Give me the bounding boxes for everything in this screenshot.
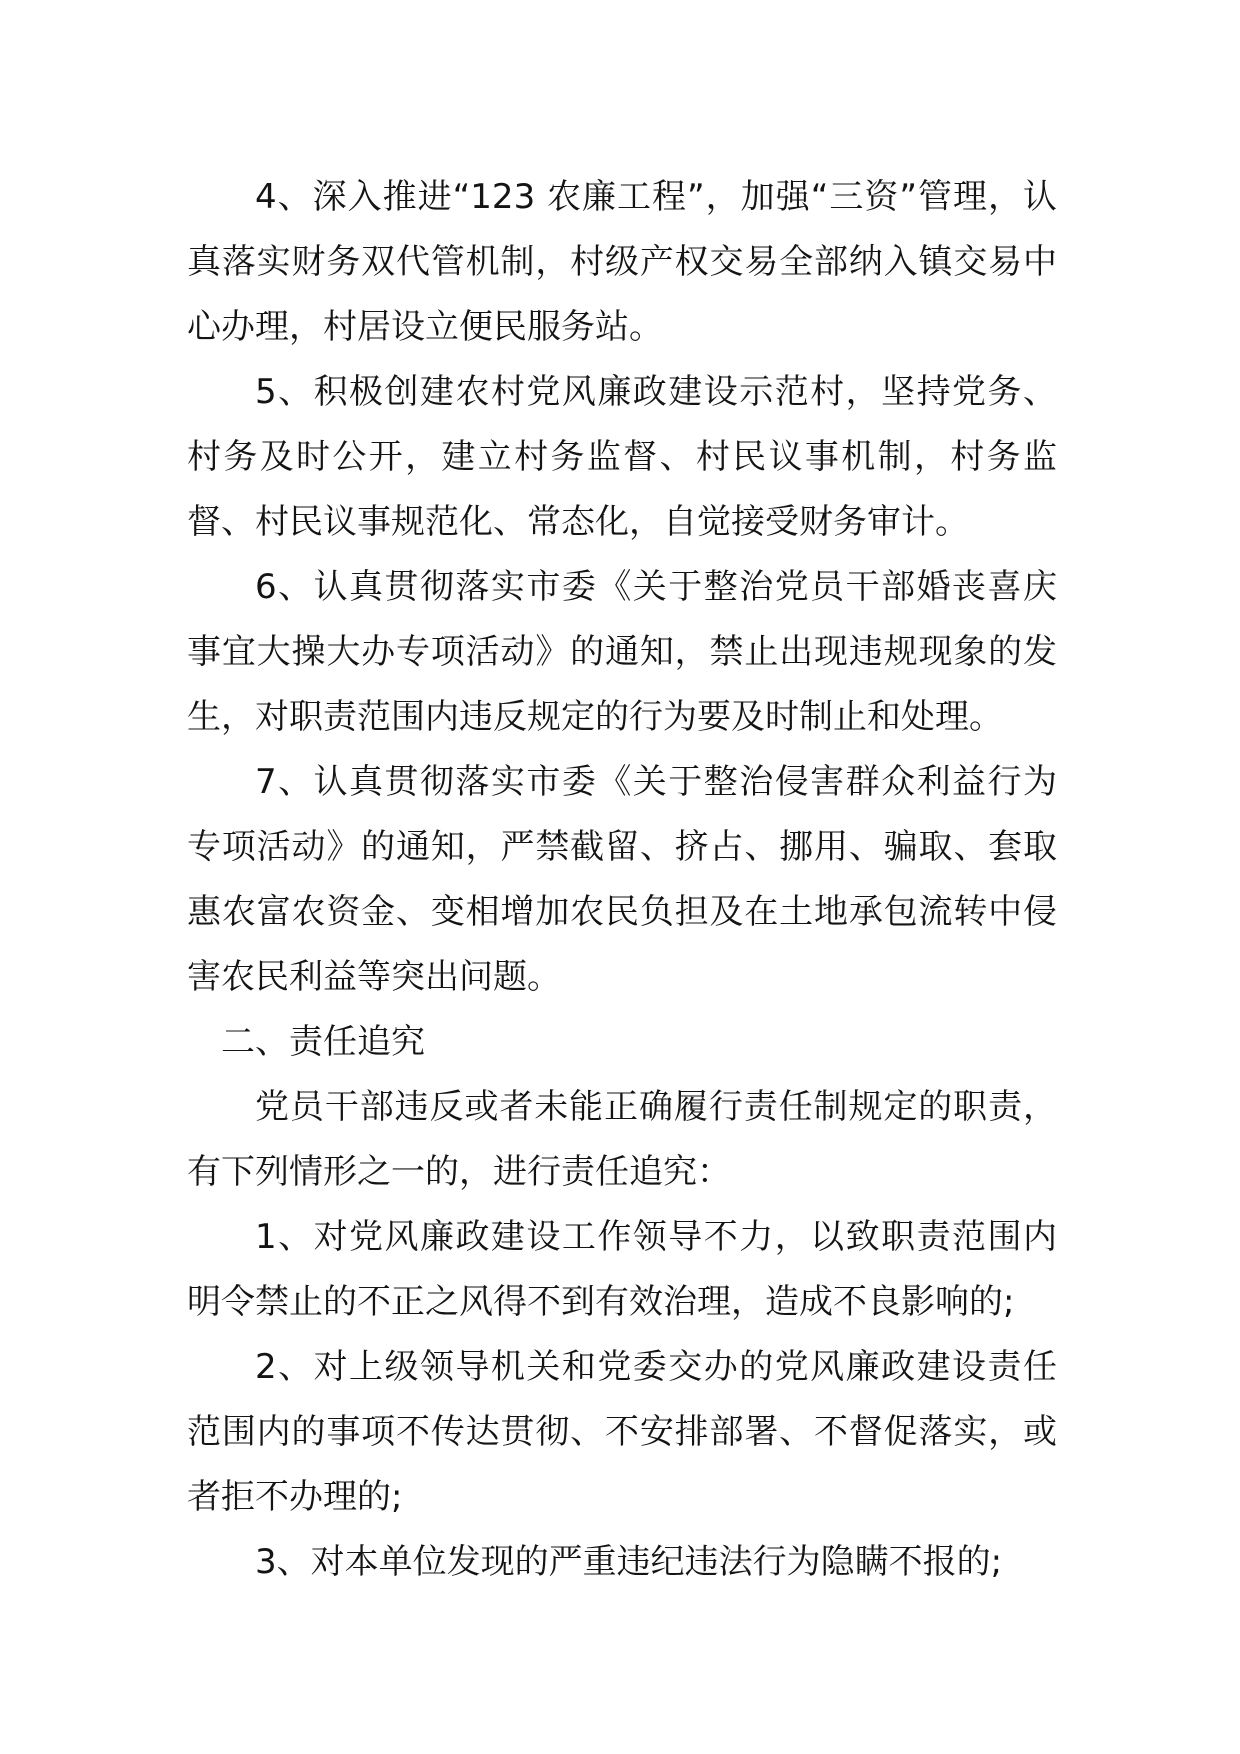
paragraph-intro: 党员干部违反或者未能正确履行责任制规定的职责，有下列情形之一的，进行责任追究：	[187, 1087, 1057, 1192]
paragraph-item-4: 4、深入推进“123 农廉工程”，加强“三资”管理，认真落实财务双代管机制，村级产权交易全部纳入镇交易中心办理，村居设立便民服务站。	[187, 177, 1057, 347]
document-body	[187, 165, 1057, 1595]
paragraph-case-2: 2、对上级领导机关和党委交办的党风廉政建设责任范围内的事项不传达贯彻、不安排部署、不督促落实，或者拒不办理的;	[187, 1347, 1057, 1517]
paragraph-item-5: 5、积极创建农村党风廉政建设示范村，坚持党务、村务及时公开，建立村务监督、村民议事机制，村务监督、村民议事规范化、常态化，自觉接受财务审计。	[187, 372, 1057, 542]
paragraph-item-6: 6、认真贯彻落实市委《关于整治党员干部婚丧喜庆事宜大操大办专项活动》的通知，禁止出现违规现象的发生，对职责范围内违反规定的行为要及时制止和处理。	[187, 567, 1057, 737]
section-heading: 二、责任追究	[221, 1022, 425, 1062]
paragraph-case-1: 1、对党风廉政建设工作领导不力，以致职责范围内明令禁止的不正之风得不到有效治理，造成不良影响的;	[187, 1217, 1057, 1322]
paragraph-item-7: 7、认真贯彻落实市委《关于整治侵害群众利益行为专项活动》的通知，严禁截留、挤占、挪用、骗取、套取惠农富农资金、变相增加农民负担及在土地承包流转中侵害农民利益等突出问题。	[187, 762, 1057, 997]
paragraph-case-3: 3、对本单位发现的严重违纪违法行为隐瞒不报的;	[255, 1542, 1003, 1582]
